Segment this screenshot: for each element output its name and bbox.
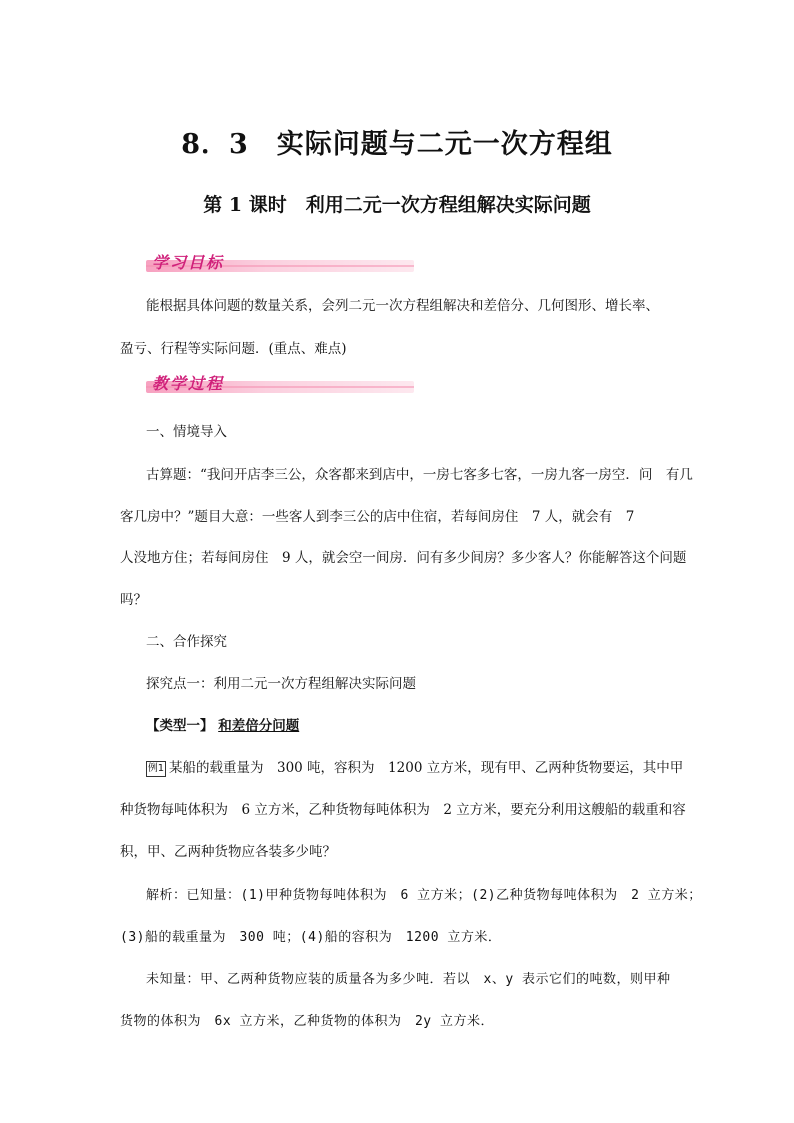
section-header-process bbox=[146, 373, 414, 395]
unknown-line2: 货物的体积为 6x 立方米，乙种货物的体积为 2y 立方米． bbox=[120, 1014, 494, 1029]
part1-heading: 一、情境导入 bbox=[146, 424, 227, 440]
intro-line1: 古算题：“我问开店李三公，众客都来到店中，一房七客多七客，一房九客一房空．问 有几 bbox=[146, 467, 693, 483]
intro-line2: 客几房中？”题目大意：一些客人到李三公的店中住宿，若每间房住 7 人，就会有 7 bbox=[120, 509, 635, 525]
type1-bracket: 【类型一】 bbox=[146, 718, 214, 734]
intro-line3: 人没地方住；若每间房住 9 人，就会空一间房．问有多少间房？多少客人？你能解答这个问题 bbox=[120, 550, 687, 566]
analysis-line1: 解析：已知量：(1)甲种货物每吨体积为 6 立方米；(2)乙种货物每吨体积为 2 立方米； bbox=[146, 888, 702, 903]
section-label-process: 教学过程 bbox=[152, 374, 225, 393]
example1-line2: 种货物每吨体积为 6 立方米，乙种货物每吨体积为 2 立方米，要充分利用这艘船的载重和容 bbox=[120, 802, 686, 818]
intro-line4: 吗？ bbox=[120, 592, 147, 608]
type1-name: 和差倍分问题 bbox=[218, 718, 300, 734]
goals-text-line1: 能根据具体问题的数量关系，会列二元一次方程组解决和差倍分、几何图形、增长率、 bbox=[146, 298, 659, 314]
part2-heading: 二、合作探究 bbox=[146, 634, 227, 650]
example1-text: 某船的载重量为 300 吨，容积为 1200 立方米，现有甲、乙两种货物要运，其中甲 bbox=[169, 760, 684, 776]
lesson-subtitle: 第 1 课时 利用二元一次方程组解决实际问题 bbox=[203, 194, 591, 216]
example-badge: 例1 bbox=[146, 761, 166, 777]
page-title: 8．3 实际问题与二元一次方程组 bbox=[181, 129, 613, 160]
explore-point-heading: 探究点一：利用二元一次方程组解决实际问题 bbox=[146, 676, 416, 692]
goals-text-line2: 盈亏、行程等实际问题．(重点、难点) bbox=[120, 341, 347, 357]
example1-line1 bbox=[146, 756, 683, 777]
section-label-goals: 学习目标 bbox=[152, 253, 225, 272]
analysis-line2: (3)船的载重量为 300 吨；(4)船的容积为 1200 立方米． bbox=[120, 930, 502, 945]
section-header-goals bbox=[146, 252, 414, 274]
example1-line3: 积，甲、乙两种货物应各装多少吨？ bbox=[120, 844, 336, 860]
unknown-line1: 未知量：甲、乙两种货物应装的质量各为多少吨．若以 x、y 表示它们的吨数，则甲种 bbox=[146, 972, 671, 987]
type1-heading bbox=[146, 714, 299, 734]
